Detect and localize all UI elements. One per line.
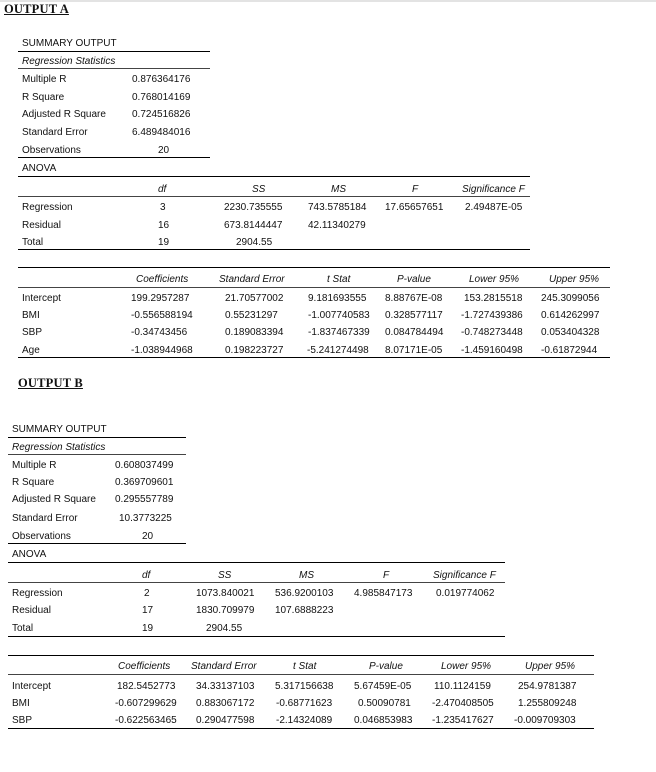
- stat-label: Standard Error: [12, 513, 78, 524]
- coef-row-label: Intercept: [12, 681, 51, 692]
- anova-header-df: df: [142, 570, 151, 581]
- coef-row-label: BMI: [12, 698, 30, 709]
- divider: [8, 636, 505, 637]
- stat-value: 0.608037499: [115, 460, 174, 471]
- anova-ms: 107.6888223: [275, 605, 334, 616]
- anova-header-significance: Significance F: [433, 570, 496, 581]
- anova-sig: 2.49487E-05: [465, 202, 523, 213]
- regression-statistics-title: Regression Statistics: [22, 56, 116, 67]
- coef-row-label: Intercept: [22, 293, 61, 304]
- coef-pvalue: 8.07171E-05: [385, 345, 443, 356]
- coef-header: Standard Error: [191, 661, 257, 672]
- coef-upper95: 0.614262997: [541, 310, 600, 321]
- anova-df: 17: [142, 605, 154, 616]
- coef-upper95: 1.255809248: [518, 698, 577, 709]
- coef-tstat: -0.68771623: [276, 698, 333, 709]
- coef-lower95: -0.748273448: [461, 327, 523, 338]
- coef-tstat: -5.241274498: [307, 345, 369, 356]
- coef-pvalue: 0.046853983: [354, 715, 413, 726]
- coef-se: 0.55231297: [225, 310, 278, 321]
- stat-value: 20: [142, 531, 154, 542]
- divider: [8, 454, 186, 455]
- coef-header: Lower 95%: [469, 274, 520, 285]
- anova-df: 2: [144, 588, 150, 599]
- coef-lower95: 110.1124159: [434, 681, 491, 692]
- coef-header: Coefficients: [118, 661, 171, 672]
- stat-label: Multiple R: [22, 74, 67, 85]
- coef-lower95: -1.459160498: [461, 345, 523, 356]
- stat-label: Standard Error: [22, 127, 88, 138]
- coef-upper95: 254.9781387: [518, 681, 577, 692]
- anova-header-f: F: [412, 184, 419, 195]
- anova-header-ss: SS: [252, 184, 266, 195]
- anova-df: 3: [160, 202, 166, 213]
- coef-value: -0.607299629: [115, 698, 177, 709]
- coef-pvalue: 5.67459E-05: [354, 681, 412, 692]
- coef-value: 182.5452773: [117, 681, 176, 692]
- anova-row-label: Regression: [22, 202, 73, 213]
- stat-value: 0.369709601: [115, 477, 174, 488]
- divider: [18, 68, 210, 69]
- anova-ss: 2230.735555: [224, 202, 283, 213]
- anova-ss: 1073.840021: [196, 588, 255, 599]
- divider: [8, 543, 186, 544]
- divider: [8, 655, 594, 656]
- coef-upper95: 245.3099056: [541, 293, 600, 304]
- coef-pvalue: 0.50090781: [358, 698, 411, 709]
- coef-tstat: 9.181693555: [308, 293, 367, 304]
- anova-ms: 42.11340279: [308, 220, 366, 231]
- stat-value: 0.768014169: [132, 92, 191, 103]
- anova-header-significance: Significance F: [462, 184, 525, 195]
- divider: [8, 562, 505, 563]
- divider: [8, 728, 594, 729]
- coef-lower95: -1.235417627: [432, 715, 494, 726]
- divider: [18, 157, 210, 158]
- coef-header: Upper 95%: [549, 274, 600, 285]
- anova-row-label: Residual: [12, 605, 51, 616]
- coef-tstat: -1.837467339: [308, 327, 370, 338]
- coef-header: P-value: [369, 661, 403, 672]
- coef-value: -0.34743456: [131, 327, 188, 338]
- anova-header-ss: SS: [218, 570, 232, 581]
- coef-header: Upper 95%: [525, 661, 576, 672]
- stat-label: Multiple R: [12, 460, 57, 471]
- divider: [18, 287, 610, 288]
- coef-header: P-value: [397, 274, 431, 285]
- stat-label: R Square: [22, 92, 65, 103]
- anova-header-df: df: [158, 184, 167, 195]
- coef-row-label: SBP: [22, 327, 43, 338]
- coef-se: 0.883067172: [196, 698, 255, 709]
- stat-value: 0.295557789: [115, 494, 174, 505]
- anova-sig: 0.019774062: [436, 588, 495, 599]
- coef-pvalue: 0.084784494: [385, 327, 444, 338]
- coef-header: Coefficients: [136, 274, 189, 285]
- anova-df: 16: [158, 220, 170, 231]
- summary-output-title: SUMMARY OUTPUT: [22, 38, 117, 49]
- coef-se: 0.189083394: [225, 327, 284, 338]
- anova-title: ANOVA: [12, 549, 47, 560]
- anova-df: 19: [158, 237, 170, 248]
- anova-header-f: F: [383, 570, 390, 581]
- coef-tstat: 5.317156638: [275, 681, 334, 692]
- divider: [18, 357, 610, 358]
- coef-se: 0.198223727: [225, 345, 284, 356]
- anova-ss: 1830.709979: [196, 605, 255, 616]
- anova-f: 4.985847173: [354, 588, 413, 599]
- anova-ss: 673.8144447: [224, 220, 283, 231]
- anova-df: 19: [142, 623, 154, 634]
- coef-se: 0.290477598: [196, 715, 255, 726]
- stat-label: R Square: [12, 477, 55, 488]
- coef-lower95: -2.470408505: [432, 698, 494, 709]
- coef-pvalue: 8.88767E-08: [385, 293, 443, 304]
- anova-ss: 2904.55: [236, 237, 273, 248]
- summary-output-title: SUMMARY OUTPUT: [12, 424, 107, 435]
- coef-value: -0.622563465: [115, 715, 177, 726]
- anova-ms: 536.9200103: [275, 588, 334, 599]
- stat-value: 6.489484016: [132, 127, 191, 138]
- divider: [8, 674, 594, 675]
- output-a-heading: OUTPUT A: [4, 2, 69, 16]
- anova-row-label: Residual: [22, 220, 61, 231]
- divider: [18, 249, 530, 250]
- coef-value: -0.556588194: [131, 310, 193, 321]
- coef-header: Standard Error: [219, 274, 285, 285]
- stat-value: 0.724516826: [132, 109, 191, 120]
- stat-label: Observations: [12, 531, 71, 542]
- anova-row-label: Regression: [12, 588, 63, 599]
- coef-pvalue: 0.328577117: [385, 310, 443, 321]
- anova-f: 17.65657651: [385, 202, 444, 213]
- coef-value: 199.2957287: [131, 293, 190, 304]
- divider: [18, 196, 530, 197]
- top-border: [0, 0, 656, 2]
- divider: [18, 51, 210, 52]
- anova-title: ANOVA: [22, 163, 57, 174]
- stat-label: Observations: [22, 145, 81, 156]
- coef-value: -1.038944968: [131, 345, 193, 356]
- stat-label: Adjusted R Square: [12, 494, 96, 505]
- coef-tstat: -1.007740583: [308, 310, 370, 321]
- anova-row-label: Total: [22, 237, 44, 248]
- coef-upper95: -0.61872944: [541, 345, 598, 356]
- output-b-heading: OUTPUT B: [18, 376, 83, 390]
- coef-se: 34.33137103: [196, 681, 255, 692]
- coef-upper95: -0.009709303: [514, 715, 576, 726]
- coef-upper95: 0.053404328: [541, 327, 600, 338]
- anova-row-label: Total: [12, 623, 34, 634]
- coef-se: 21.70577002: [225, 293, 284, 304]
- coef-header: t Stat: [327, 274, 351, 285]
- stat-value: 20: [158, 145, 170, 156]
- anova-ss: 2904.55: [206, 623, 243, 634]
- stat-value: 10.3773225: [119, 513, 172, 524]
- divider: [18, 267, 610, 268]
- regression-statistics-title: Regression Statistics: [12, 442, 106, 453]
- divider: [18, 176, 530, 177]
- coef-row-label: BMI: [22, 310, 40, 321]
- coef-header: Lower 95%: [441, 661, 492, 672]
- stat-label: Adjusted R Square: [22, 109, 106, 120]
- coef-lower95: 153.2815518: [464, 293, 523, 304]
- stat-value: 0.876364176: [132, 74, 191, 85]
- anova-header-ms: MS: [299, 570, 314, 581]
- coef-header: t Stat: [293, 661, 317, 672]
- divider: [8, 582, 505, 583]
- coef-row-label: SBP: [12, 715, 33, 726]
- anova-header-ms: MS: [331, 184, 346, 195]
- anova-ms: 743.5785184: [308, 202, 367, 213]
- divider: [8, 437, 186, 438]
- coef-lower95: -1.727439386: [461, 310, 523, 321]
- coef-tstat: -2.14324089: [276, 715, 333, 726]
- coef-row-label: Age: [22, 345, 40, 356]
